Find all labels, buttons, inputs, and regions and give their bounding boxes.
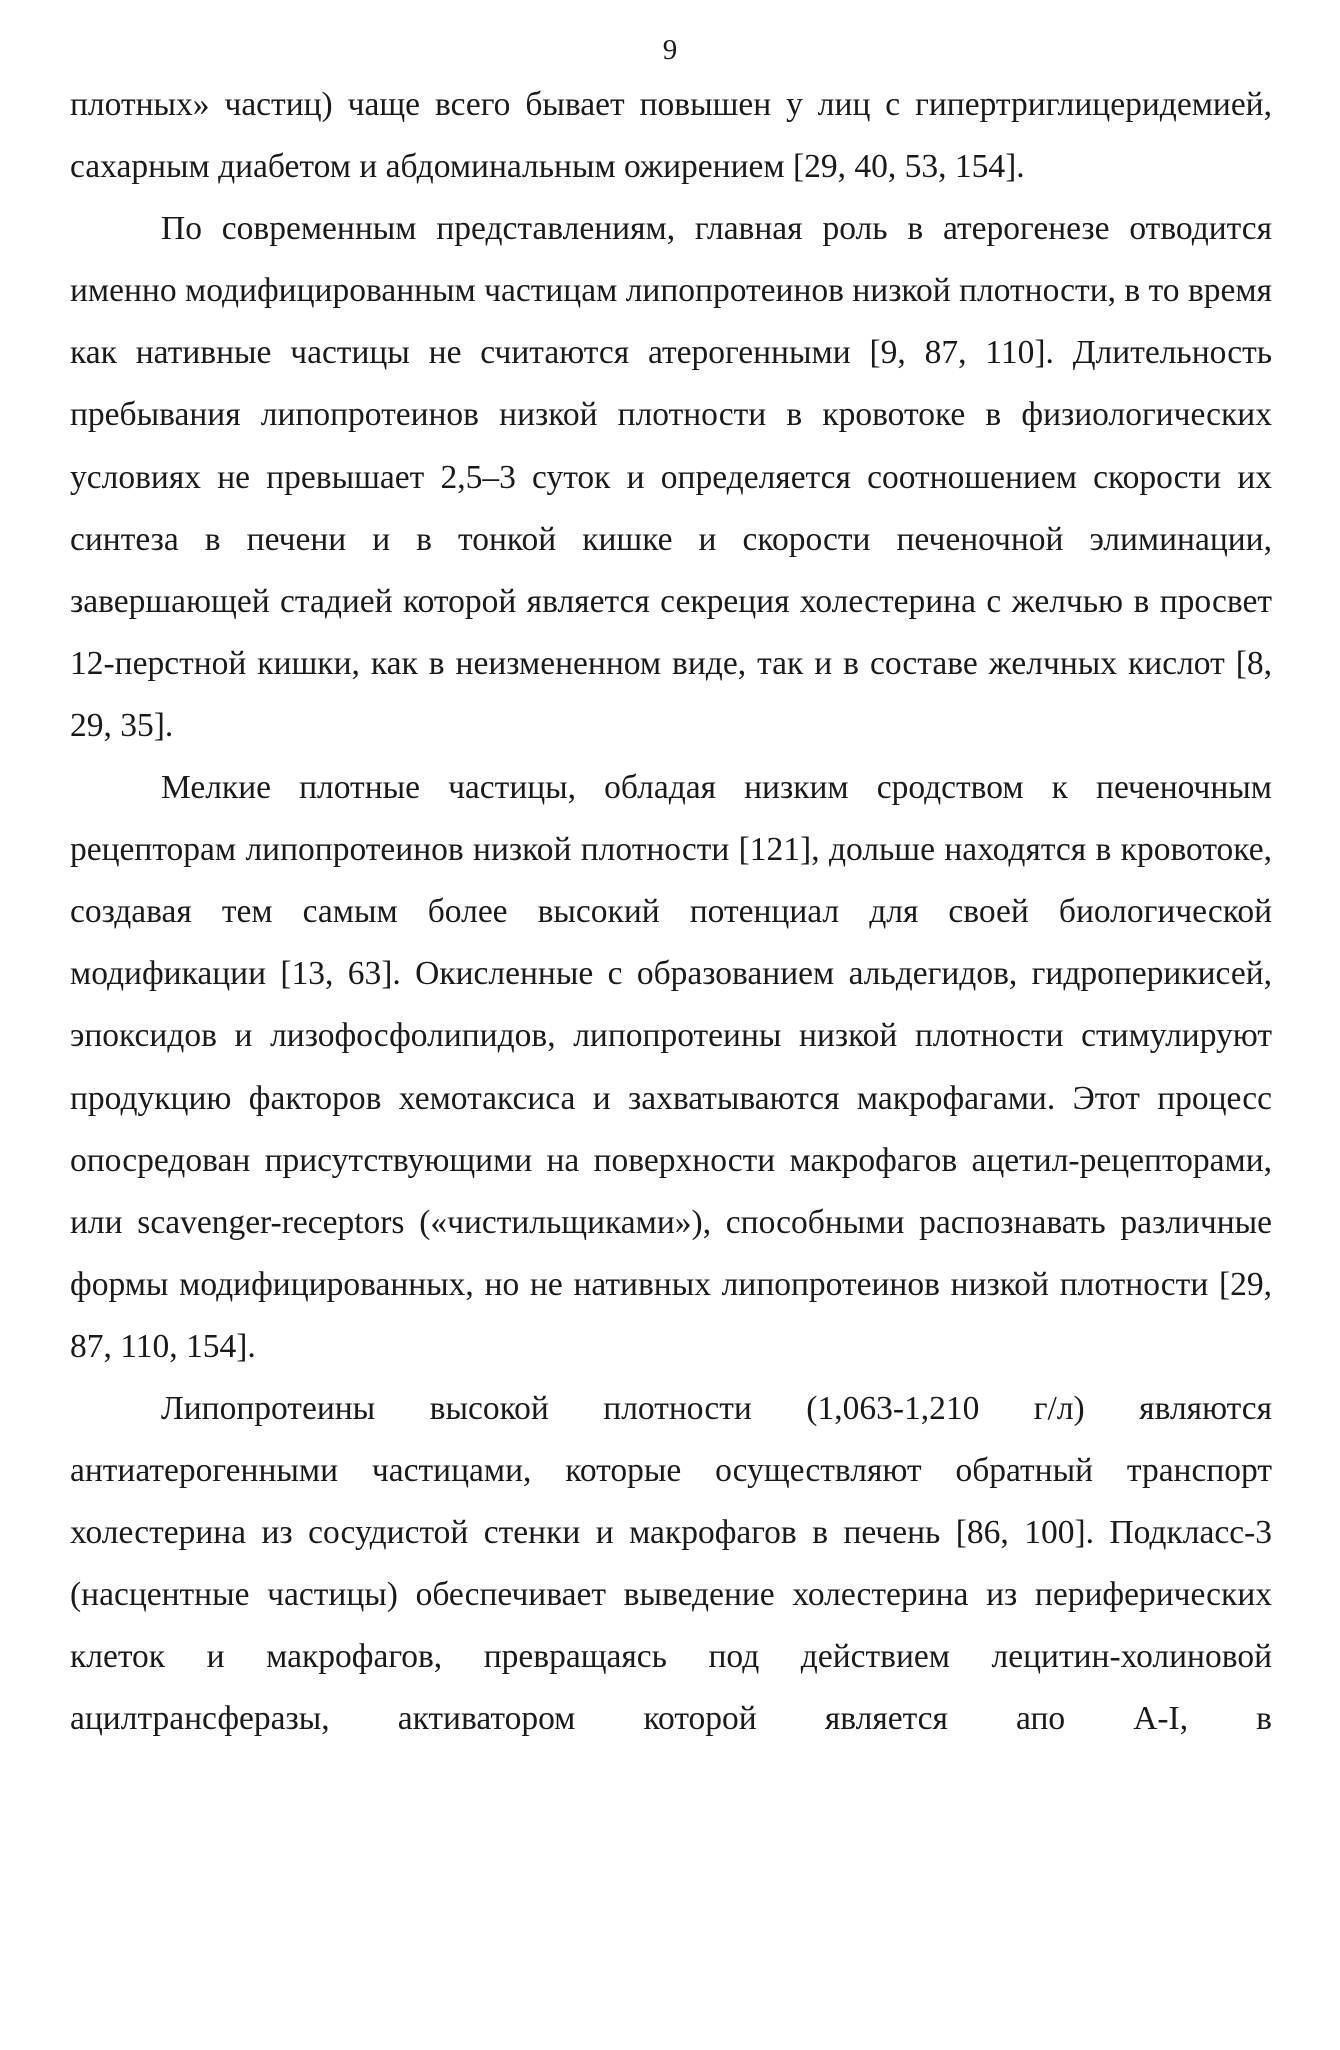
body-text bbox=[70, 74, 1272, 1751]
paragraph-4: Липопротеины высокой плотности (1,063-1,210 г/л) являются антиатерогенными частицами, которые осуществляют обратный транспорт холестерина из сосудистой стенки и макрофагов в печень [86, 100]. Подкласс-3 (насцентные частицы) обеспечивает выведение холестерина из периферических клеток и макрофагов, превращаясь под действием лецитин-холиновой ацилтрансферазы, активатором которой является апо А-I, в bbox=[70, 1389, 1272, 1738]
paragraph-3: Мелкие плотные частицы, обладая низким сродством к печеночным рецепторам липопротеинов низкой плотности [121], дольше находятся в кровотоке, создавая тем самым более высокий потенциал для своей биологической модификации [13, 63]. Окисленные с образованием альдегидов, гидроперикисей, эпоксидов и лизофосфолипидов, липопротеины низкой плотности стимулируют продукцию факторов хемотаксиса и захватываются макрофагами. Этот процесс опосредован присутствующими на поверхности макрофагов ацетил-рецепторами, или scavenger-receptors («чистильщиками»), способными распознавать различные формы модифицированных, но не нативных липопротеинов низкой плотности [29, 87, 110, 154]. bbox=[70, 769, 1272, 1365]
paragraph-1: плотных» частиц) чаще всего бывает повышен у лиц с гипертриглицеридемией, сахарным диабетом и абдоминальным ожирением [29, 40, 53, 154]. bbox=[70, 86, 1272, 186]
page-number: 9 bbox=[662, 34, 678, 66]
paragraph-2: По современным представлениям, главная роль в атерогенезе отводится именно модифицированным частицам липопротеинов низкой плотности, в то время как нативные частицы не считаются атерогенными [9, 87, 110]. Длительность пребывания липопротеинов низкой плотности в кровотоке в физиологических условиях не превышает 2,5–3 суток и определяется соотношением скорости их синтеза в печени и в тонкой кишке и скорости печеночной элиминации, завершающей стадией которой является секреция холестерина с желчью в просвет 12-перстной кишки, как в неизмененном виде, так и в составе желчных кислот [8, 29, 35]. bbox=[70, 210, 1272, 744]
